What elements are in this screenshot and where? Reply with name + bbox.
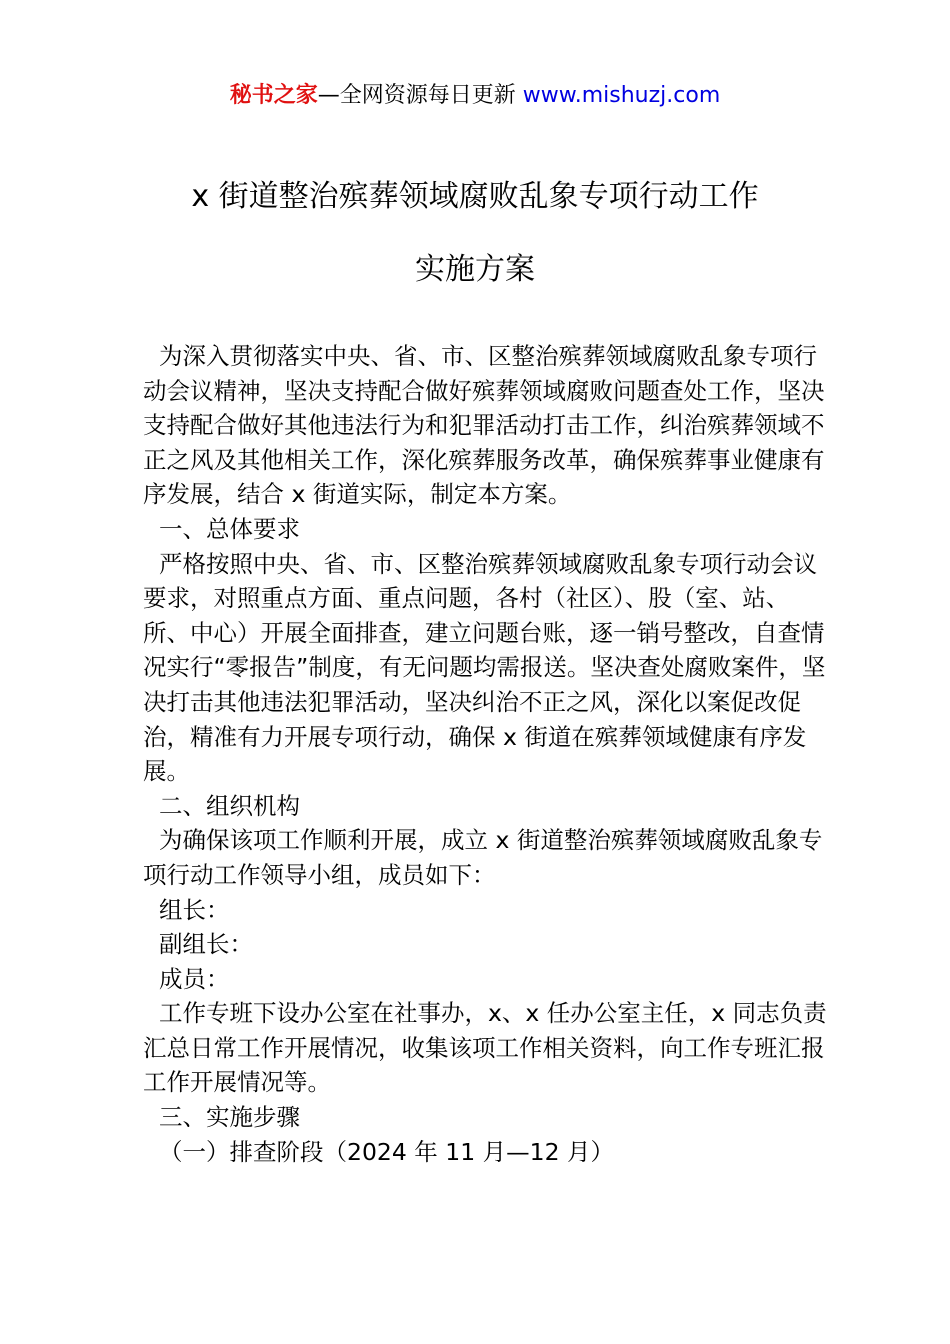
document-title-line-1: x 街道整治殡葬领域腐败乱象专项行动工作 (191, 179, 759, 214)
site-brand: 秘书之家 (229, 83, 318, 108)
organization-paragraph: 为确保该项工作顺利开展，成立 x 街道整治殡葬领域腐败乱象专项行动工作领导小组，成员如下： (143, 826, 823, 889)
section-heading-organization: 二、组织机构 (159, 791, 300, 820)
header-dash: — (317, 83, 340, 108)
section-heading-general-requirements: 一、总体要求 (159, 514, 300, 543)
intro-paragraph: 为深入贯彻落实中央、省、市、区整治殡葬领域腐败乱象专项行动会议精神，坚决支持配合做好殡葬领域腐败问题查处工作，坚决支持配合做好其他违法行为和犯罪活动打击工作，纠治殡葬领域不正之风及其他相关工作，深化殡葬服务改革，确保殡葬事业健康有序发展，结合 x 街道实际，制定本方案。 (143, 342, 825, 509)
general-requirements-paragraph: 严格按照中央、省、市、区整治殡葬领域腐败乱象专项行动会议要求，对照重点方面、重点问题，各村（社区）、股（室、站、所、中心）开展全面排查，建立问题台账，逐一销号整改，自查情况实行“零报告”制度，有无问题均需报送。坚决查处腐败案件，坚决打击其他违法犯罪活动，坚决纠治不正之风，深化以案促改促治，精准有力开展专项行动，确保 x 街道在殡葬领域健康有序发展。 (143, 549, 826, 786)
leader-line: 组长： (159, 895, 230, 924)
members-line: 成员： (159, 964, 230, 993)
site-tagline: 全网资源每日更新 (339, 83, 523, 108)
document-body (143, 339, 833, 1169)
subsection-heading-investigation-stage: （一）排查阶段（2024 年 11 月—12 月） (159, 1137, 614, 1166)
document-title-line-2: 实施方案 (415, 252, 535, 287)
office-paragraph: 工作专班下设办公室在社事办，x、x 任办公室主任，x 同志负责汇总日常工作开展情况，收集该项工作相关资料，向工作专班汇报工作开展情况等。 (143, 999, 827, 1097)
section-heading-implementation-steps: 三、实施步骤 (159, 1103, 300, 1132)
site-header (0, 80, 950, 112)
site-url-link[interactable]: www.mishuzj.com (522, 83, 721, 108)
deputy-leader-line: 副组长： (159, 930, 253, 959)
